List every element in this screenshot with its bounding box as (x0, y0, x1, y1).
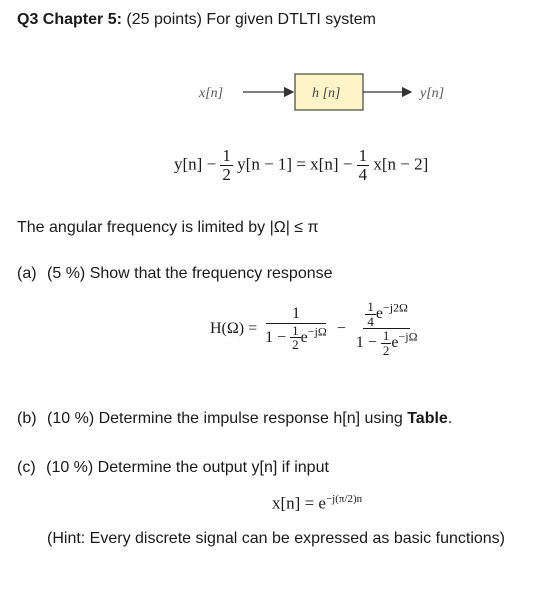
question-title (17, 11, 376, 29)
question-points: (25 points) For given DTLTI system (126, 11, 376, 28)
eq-mid: y[n − 1] = x[n] − (237, 154, 353, 174)
system-block-diagram (0, 62, 546, 132)
part-b: (b) (10 %) Determine the impulse response h[n] using Table. (17, 410, 453, 427)
hint-text: (Hint: Every discrete signal can be expressed as basic functions) (47, 530, 505, 547)
part-a (17, 265, 333, 283)
minus-sign: − (336, 319, 346, 337)
question-label: Q3 Chapter 5: (17, 11, 122, 28)
term1-fraction: 1 1 − $\frac{1}{2}$ $e^{-j\Omega}$ (265, 304, 327, 353)
H-label: H(Ω) = (210, 319, 258, 337)
eq-fraction-one-half: $\frac{1}{2}$ (222, 146, 231, 184)
part-a-label: (a) (17, 265, 37, 282)
input-signal-equation: $x[n] = e^{-j(\pi/2)n}$ (272, 493, 363, 513)
eq-rhs: x[n − 2] (373, 154, 429, 174)
diagram-output-label: y[n] (420, 86, 445, 101)
eq-fraction-one-quarter: $\frac{1}{4}$ (358, 146, 368, 184)
table-reference: Table (407, 410, 448, 427)
term2-fraction: $\frac{1}{4}$ $e^{-j2\Omega}$ 1 − $\frac{1}{2}$ $e^{-j\Omega}$ (355, 299, 418, 358)
diagram-input-label: x[n] (199, 86, 224, 101)
part-c (17, 459, 329, 477)
part-c-label: (c) (17, 459, 36, 476)
part-b-label: (b) (17, 410, 37, 427)
frequency-limit-text: The angular frequency is limited by |Ω| ≤ π (17, 219, 319, 236)
system-block-label: h [n] (312, 86, 341, 101)
part-a-text: (5 %) Show that the frequency response (47, 265, 333, 282)
difference-equation (174, 147, 428, 184)
part-c-text: (10 %) Determine the output y[n] if input (46, 459, 329, 476)
part-b-text: (10 %) Determine the impulse response h[n] using (47, 410, 403, 427)
frequency-response-equation (210, 300, 420, 358)
eq-lhs: y[n] − (174, 154, 217, 174)
